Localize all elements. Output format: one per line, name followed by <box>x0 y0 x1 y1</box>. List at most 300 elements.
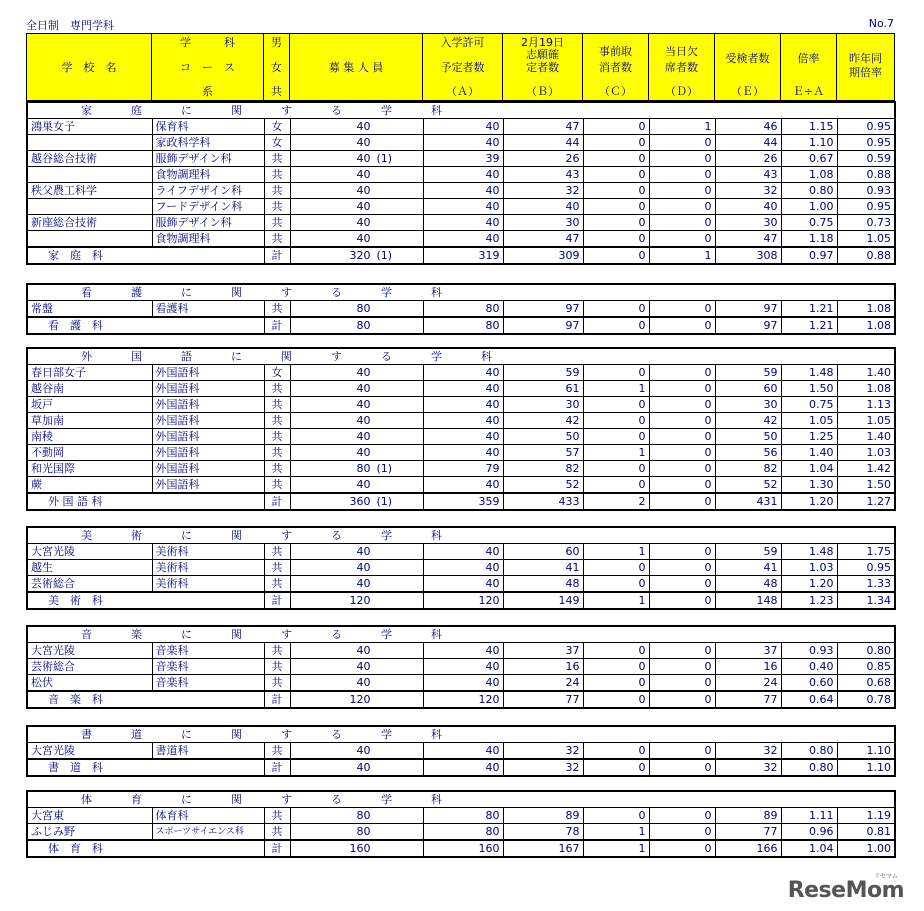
cell-e: 50 <box>715 429 781 445</box>
cell-ratio: 0.40 <box>781 659 837 675</box>
cell-c: 1 <box>583 544 649 560</box>
cell-c: 0 <box>583 183 649 199</box>
table-row <box>27 659 895 675</box>
total-rec: 40 <box>290 759 423 776</box>
cell-a: 40 <box>423 544 503 560</box>
cell-b: 50 <box>503 429 583 445</box>
total-g: 計 <box>264 317 290 334</box>
cell-g: 共 <box>264 808 290 824</box>
cell-b: 32 <box>503 183 583 199</box>
cell-d: 0 <box>649 445 715 461</box>
total-e: 166 <box>715 840 781 857</box>
total-a: 40 <box>423 759 503 776</box>
total-prev: 1.10 <box>837 759 895 776</box>
cell-d: 0 <box>649 743 715 760</box>
total-ratio: 1.20 <box>781 493 837 510</box>
cell-rec: 40 <box>290 659 423 675</box>
cell-course: 外国語科 <box>152 413 264 429</box>
cell-a: 40 <box>423 576 503 593</box>
total-row <box>27 247 895 264</box>
cell-course: 食物調理科 <box>152 167 264 183</box>
cell-course: 保育科 <box>152 119 264 135</box>
cell-school: 松伏 <box>27 675 152 692</box>
cell-ratio: 1.05 <box>781 413 837 429</box>
table-row <box>27 231 895 248</box>
cell-prev: 1.10 <box>837 743 895 760</box>
cell-a: 40 <box>423 199 503 215</box>
cell-c: 0 <box>583 743 649 760</box>
cell-prev: 1.40 <box>837 365 895 381</box>
section-table <box>26 790 896 858</box>
cell-b: 24 <box>503 675 583 692</box>
cell-school: 新座総合技術 <box>27 215 152 231</box>
cell-c: 0 <box>583 231 649 248</box>
table-row <box>27 445 895 461</box>
cell-course: 服飾デザイン科 <box>152 215 264 231</box>
table-row <box>27 461 895 477</box>
cell-b: 40 <box>503 199 583 215</box>
cell-prev: 1.05 <box>837 413 895 429</box>
total-e: 308 <box>715 247 781 264</box>
cell-g: 共 <box>264 675 290 692</box>
cell-c: 0 <box>583 199 649 215</box>
cell-g: 共 <box>264 560 290 576</box>
cell-ratio: 0.60 <box>781 675 837 692</box>
cell-course: 美術科 <box>152 544 264 560</box>
cell-d: 0 <box>649 215 715 231</box>
cell-prev: 1.40 <box>837 429 895 445</box>
table-row <box>27 215 895 231</box>
cell-school: 蕨 <box>27 477 152 494</box>
total-ratio: 1.21 <box>781 317 837 334</box>
cell-course: ライフデザイン科 <box>152 183 264 199</box>
section-title: 体 育 に 関 す る 学 科 <box>27 791 895 808</box>
cell-rec: 40 <box>290 477 423 494</box>
cell-b: 59 <box>503 365 583 381</box>
table-row <box>27 413 895 429</box>
cell-c: 0 <box>583 675 649 692</box>
cell-course: 美術科 <box>152 560 264 576</box>
cell-school: 大宮光陵 <box>27 743 152 760</box>
total-b: 97 <box>503 317 583 334</box>
total-prev: 1.00 <box>837 840 895 857</box>
cell-course: 音楽科 <box>152 675 264 692</box>
cell-g: 共 <box>264 381 290 397</box>
total-row <box>27 317 895 334</box>
cell-prev: 1.42 <box>837 461 895 477</box>
cell-d: 0 <box>649 167 715 183</box>
cell-b: 26 <box>503 151 583 167</box>
cell-g: 共 <box>264 544 290 560</box>
cell-a: 39 <box>423 151 503 167</box>
total-label: 体 育 科 <box>27 840 264 857</box>
total-c: 0 <box>583 691 649 708</box>
cell-ratio: 1.40 <box>781 445 837 461</box>
cell-e: 16 <box>715 659 781 675</box>
cell-c: 1 <box>583 381 649 397</box>
cell-b: 30 <box>503 215 583 231</box>
total-a: 120 <box>423 592 503 609</box>
cell-rec: 40 <box>290 183 423 199</box>
cell-e: 43 <box>715 167 781 183</box>
cell-ratio: 1.25 <box>781 429 837 445</box>
cell-rec: 40 <box>290 397 423 413</box>
cell-b: 61 <box>503 381 583 397</box>
section-title: 看 護 に 関 す る 学 科 <box>27 284 895 301</box>
header-table <box>26 33 895 101</box>
table-row <box>27 743 895 760</box>
cell-c: 0 <box>583 301 649 318</box>
cell-d: 0 <box>649 231 715 248</box>
cell-course: 外国語科 <box>152 477 264 494</box>
cell-prev: 1.19 <box>837 808 895 824</box>
total-ratio: 0.64 <box>781 691 837 708</box>
cell-g: 共 <box>264 167 290 183</box>
cell-a: 40 <box>423 445 503 461</box>
cell-g: 女 <box>264 365 290 381</box>
cell-prev: 1.03 <box>837 445 895 461</box>
cell-e: 52 <box>715 477 781 494</box>
cell-g: 共 <box>264 461 290 477</box>
cell-b: 52 <box>503 477 583 494</box>
total-b: 77 <box>503 691 583 708</box>
total-label: 書 道 科 <box>27 759 264 776</box>
cell-e: 59 <box>715 365 781 381</box>
total-d: 0 <box>649 691 715 708</box>
total-c: 1 <box>583 840 649 857</box>
cell-e: 97 <box>715 301 781 318</box>
cell-a: 40 <box>423 659 503 675</box>
total-rec: 160 <box>290 840 423 857</box>
total-c: 2 <box>583 493 649 510</box>
table-row <box>27 135 895 151</box>
cell-school: 和光国際 <box>27 461 152 477</box>
total-d: 0 <box>649 493 715 510</box>
table-row <box>27 544 895 560</box>
cell-d: 0 <box>649 397 715 413</box>
cell-b: 44 <box>503 135 583 151</box>
cell-ratio: 0.80 <box>781 183 837 199</box>
cell-c: 1 <box>583 445 649 461</box>
cell-g: 共 <box>264 231 290 248</box>
cell-g: 共 <box>264 477 290 494</box>
cell-school: 秩父農工科学 <box>27 183 152 199</box>
cell-school <box>27 199 152 215</box>
total-g: 計 <box>264 840 290 857</box>
cell-b: 97 <box>503 301 583 318</box>
cell-g: 共 <box>264 413 290 429</box>
cell-prev: 1.33 <box>837 576 895 593</box>
cell-e: 60 <box>715 381 781 397</box>
total-d: 0 <box>649 592 715 609</box>
table-row <box>27 808 895 824</box>
cell-school: ふじみ野 <box>27 824 152 841</box>
cell-school: 不動岡 <box>27 445 152 461</box>
cell-prev: 0.68 <box>837 675 895 692</box>
cell-ratio: 1.30 <box>781 477 837 494</box>
cell-school: 越谷南 <box>27 381 152 397</box>
cell-d: 0 <box>649 659 715 675</box>
cell-d: 0 <box>649 183 715 199</box>
cell-rec: 80 <box>290 808 423 824</box>
cell-d: 0 <box>649 544 715 560</box>
cell-b: 42 <box>503 413 583 429</box>
cell-rec: 80 <box>290 301 423 318</box>
table-row <box>27 167 895 183</box>
cell-prev: 1.08 <box>837 301 895 318</box>
cell-ratio: 1.15 <box>781 119 837 135</box>
total-e: 97 <box>715 317 781 334</box>
cell-course: スポーツサイエンス科 <box>152 824 264 841</box>
cell-a: 40 <box>423 429 503 445</box>
cell-c: 0 <box>583 413 649 429</box>
cell-ratio: 1.11 <box>781 808 837 824</box>
cell-a: 40 <box>423 413 503 429</box>
cell-d: 0 <box>649 413 715 429</box>
cell-d: 0 <box>649 429 715 445</box>
cell-d: 0 <box>649 477 715 494</box>
cell-g: 共 <box>264 445 290 461</box>
cell-rec: 40 <box>290 381 423 397</box>
cell-g: 共 <box>264 215 290 231</box>
cell-c: 0 <box>583 560 649 576</box>
cell-rec: 40 <box>290 199 423 215</box>
cell-c: 0 <box>583 659 649 675</box>
cell-b: 82 <box>503 461 583 477</box>
cell-school: 芸術総合 <box>27 576 152 593</box>
cell-d: 0 <box>649 135 715 151</box>
cell-school: 春日部女子 <box>27 365 152 381</box>
cell-rec: 40 <box>290 413 423 429</box>
cell-prev: 0.59 <box>837 151 895 167</box>
section-title: 音 楽 に 関 す る 学 科 <box>27 626 895 643</box>
cell-c: 0 <box>583 808 649 824</box>
section-title: 書 道 に 関 す る 学 科 <box>27 726 895 743</box>
cell-prev: 0.73 <box>837 215 895 231</box>
header-absent: 当日欠 席者数 （Ｄ） <box>649 34 715 101</box>
cell-rec: 40 (1) <box>290 151 423 167</box>
cell-rec: 80 (1) <box>290 461 423 477</box>
header-gender: 男 女 共 <box>264 34 290 101</box>
total-ratio: 1.04 <box>781 840 837 857</box>
cell-prev: 0.95 <box>837 119 895 135</box>
page-topline <box>26 17 894 31</box>
cell-c: 0 <box>583 215 649 231</box>
cell-ratio: 1.48 <box>781 365 837 381</box>
section-table <box>26 101 896 265</box>
total-prev: 1.27 <box>837 493 895 510</box>
table-row <box>27 151 895 167</box>
cell-g: 共 <box>264 183 290 199</box>
table-row <box>27 381 895 397</box>
header-last-year: 昨年同 期倍率 <box>837 34 895 101</box>
cell-d: 0 <box>649 576 715 593</box>
cell-school: 芸術総合 <box>27 659 152 675</box>
cell-rec: 40 <box>290 135 423 151</box>
total-prev: 0.88 <box>837 247 895 264</box>
total-a: 80 <box>423 317 503 334</box>
table-row <box>27 397 895 413</box>
total-label: 家 庭 科 <box>27 247 264 264</box>
total-ratio: 0.80 <box>781 759 837 776</box>
cell-school <box>27 167 152 183</box>
table-row <box>27 119 895 135</box>
cell-prev: 0.81 <box>837 824 895 841</box>
cell-e: 37 <box>715 643 781 659</box>
cell-ratio: 0.93 <box>781 643 837 659</box>
cell-prev: 0.80 <box>837 643 895 659</box>
table-row <box>27 477 895 494</box>
cell-course: 外国語科 <box>152 461 264 477</box>
cell-ratio: 1.48 <box>781 544 837 560</box>
cell-b: 41 <box>503 560 583 576</box>
cell-rec: 40 <box>290 445 423 461</box>
cell-prev: 0.95 <box>837 199 895 215</box>
cell-course: 看護科 <box>152 301 264 318</box>
cell-e: 32 <box>715 183 781 199</box>
total-g: 計 <box>264 691 290 708</box>
cell-c: 0 <box>583 365 649 381</box>
total-b: 309 <box>503 247 583 264</box>
header-ratio: 倍率 Ｅ÷Ａ <box>781 34 837 101</box>
total-c: 0 <box>583 247 649 264</box>
cell-school: 坂戸 <box>27 397 152 413</box>
cell-d: 0 <box>649 301 715 318</box>
page-number: No.7 <box>868 17 894 30</box>
cell-a: 40 <box>423 119 503 135</box>
cell-a: 80 <box>423 808 503 824</box>
cell-c: 1 <box>583 824 649 841</box>
cell-a: 40 <box>423 167 503 183</box>
cell-c: 0 <box>583 167 649 183</box>
cell-ratio: 1.00 <box>781 199 837 215</box>
cell-a: 40 <box>423 397 503 413</box>
cell-d: 0 <box>649 824 715 841</box>
table-row <box>27 199 895 215</box>
total-prev: 1.08 <box>837 317 895 334</box>
cell-ratio: 1.21 <box>781 301 837 318</box>
total-rec: 320 (1) <box>290 247 423 264</box>
cell-rec: 40 <box>290 119 423 135</box>
cell-a: 40 <box>423 560 503 576</box>
cell-a: 40 <box>423 743 503 760</box>
section-table <box>26 625 896 709</box>
cell-d: 0 <box>649 365 715 381</box>
total-label: 外 国 語 科 <box>27 493 264 510</box>
cell-course: 美術科 <box>152 576 264 593</box>
cell-d: 0 <box>649 643 715 659</box>
cell-prev: 1.05 <box>837 231 895 248</box>
section-title: 外 国 語 に 関 す る 学 科 <box>27 348 895 365</box>
cell-ratio: 1.03 <box>781 560 837 576</box>
cell-school: 南稜 <box>27 429 152 445</box>
table-row <box>27 301 895 318</box>
cell-d: 0 <box>649 808 715 824</box>
cell-rec: 80 <box>290 824 423 841</box>
cell-prev: 1.08 <box>837 381 895 397</box>
cell-ratio: 0.75 <box>781 397 837 413</box>
section-table <box>26 347 896 511</box>
total-label: 看 護 科 <box>27 317 264 334</box>
cell-school: 大宮光陵 <box>27 643 152 659</box>
header-planned: 入学許可 予定者数 （Ａ） <box>423 34 503 101</box>
cell-e: 56 <box>715 445 781 461</box>
total-a: 359 <box>423 493 503 510</box>
cell-c: 0 <box>583 135 649 151</box>
table-row <box>27 183 895 199</box>
cell-school <box>27 231 152 248</box>
total-d: 0 <box>649 317 715 334</box>
total-row <box>27 493 895 510</box>
cell-ratio: 1.10 <box>781 135 837 151</box>
total-b: 149 <box>503 592 583 609</box>
cell-a: 80 <box>423 824 503 841</box>
total-c: 0 <box>583 317 649 334</box>
cell-prev: 0.88 <box>837 167 895 183</box>
cell-b: 60 <box>503 544 583 560</box>
cell-prev: 0.95 <box>837 560 895 576</box>
total-a: 160 <box>423 840 503 857</box>
cell-e: 24 <box>715 675 781 692</box>
cell-a: 40 <box>423 643 503 659</box>
cell-e: 30 <box>715 215 781 231</box>
cell-b: 37 <box>503 643 583 659</box>
cell-b: 32 <box>503 743 583 760</box>
cell-g: 共 <box>264 743 290 760</box>
cell-g: 女 <box>264 135 290 151</box>
cell-a: 40 <box>423 675 503 692</box>
cell-prev: 1.75 <box>837 544 895 560</box>
cell-course: 書道科 <box>152 743 264 760</box>
table-row <box>27 675 895 692</box>
cell-course: フードデザイン科 <box>152 199 264 215</box>
total-label: 美 術 科 <box>27 592 264 609</box>
cell-course: 家政科学科 <box>152 135 264 151</box>
cell-a: 40 <box>423 231 503 248</box>
header-examinees: 受検者数 （Ｅ） <box>715 34 781 101</box>
header-school: 学 校 名 <box>27 34 152 101</box>
cell-rec: 40 <box>290 365 423 381</box>
cell-g: 共 <box>264 429 290 445</box>
header-recruit: 募 集 人 員 <box>290 34 423 101</box>
total-label: 音 楽 科 <box>27 691 264 708</box>
cell-b: 47 <box>503 119 583 135</box>
cell-school: 鴻巣女子 <box>27 119 152 135</box>
cell-g: 共 <box>264 576 290 593</box>
cell-prev: 0.93 <box>837 183 895 199</box>
cell-rec: 40 <box>290 576 423 593</box>
cell-g: 共 <box>264 397 290 413</box>
cell-c: 0 <box>583 643 649 659</box>
total-d: 0 <box>649 759 715 776</box>
total-prev: 0.78 <box>837 691 895 708</box>
cell-b: 89 <box>503 808 583 824</box>
cell-rec: 40 <box>290 215 423 231</box>
cell-school: 越谷総合技術 <box>27 151 152 167</box>
cell-rec: 40 <box>290 560 423 576</box>
section-table <box>26 725 896 777</box>
cell-course: 外国語科 <box>152 365 264 381</box>
cell-c: 0 <box>583 429 649 445</box>
cell-b: 78 <box>503 824 583 841</box>
cell-e: 89 <box>715 808 781 824</box>
cell-ratio: 1.04 <box>781 461 837 477</box>
cell-c: 0 <box>583 119 649 135</box>
cell-course: 体育科 <box>152 808 264 824</box>
cell-e: 32 <box>715 743 781 760</box>
total-ratio: 0.97 <box>781 247 837 264</box>
cell-d: 1 <box>649 119 715 135</box>
